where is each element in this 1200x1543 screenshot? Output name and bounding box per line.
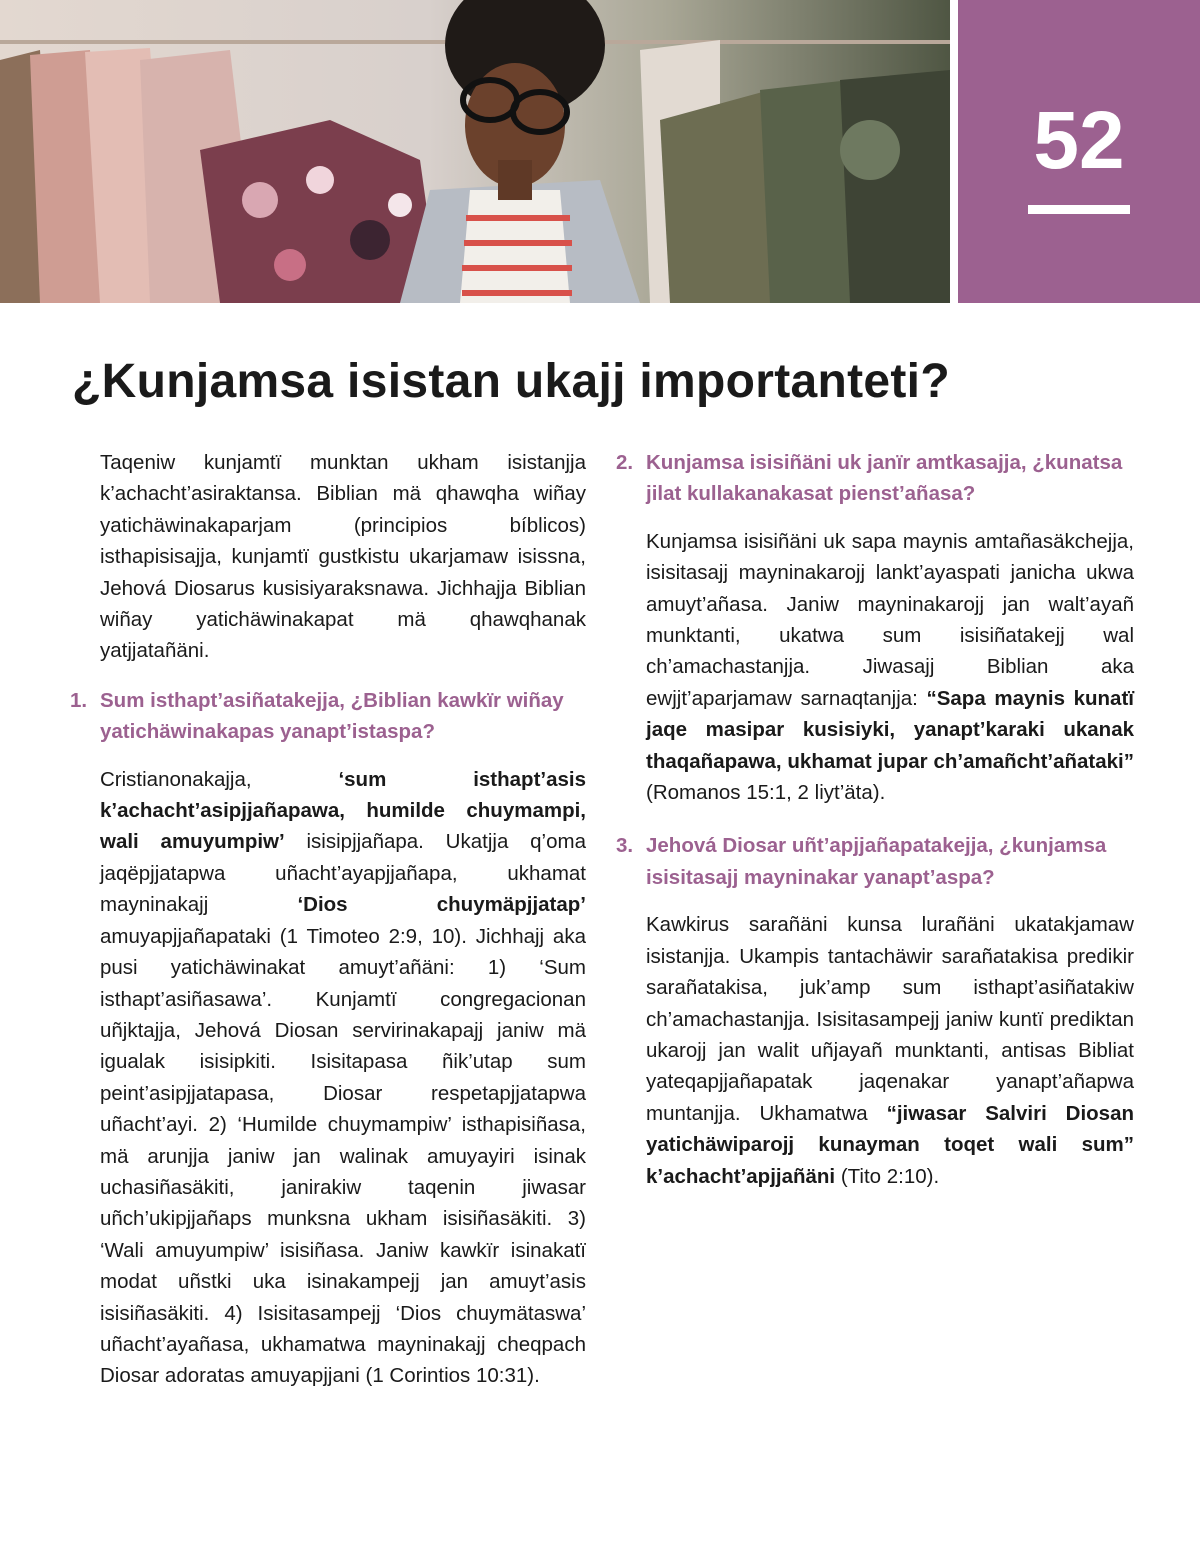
right-column bbox=[616, 447, 1134, 1192]
answer-paragraph-3: Kawkirus sarañäni kunsa lurañäni ukatakjamaw isistanjja. Ukampis tantachäwir sarañatakisa predikir sarañatakisa, juk’amp sum isthapt’asiñatakiw ch’amachastanjja. Isisitasampejj janiw kuntï prediktan ukarojj jan walit uñjayañ munktanti, antisas Bibliat yateqapjjañapatak jaqenakar yanapt’añapwa muntanjja. Ukhamatwa “jiwasar Salviri Diosan yatichäwiparojj kunayman toqet wali sum” k’achacht’apjjañäni (Tito 2:10). bbox=[646, 913, 1134, 1188]
lesson-number-underline bbox=[1028, 205, 1130, 214]
lesson-number: 52 bbox=[1033, 95, 1125, 186]
answer-paragraph-1: Cristianonakajja, ‘sum isthapt’asis k’achacht’asipjjañapawa, humilde chuymampi, wali amuyumpiw’ isisipjjañapa. Ukatjja q’oma jaqëpjjatapwa uñacht’ayapjjañapa, ukhamat mayninakajj ‘Dios chuymäpjjatap’ amuyapjjañapataki (1 Timoteo 2:9, 10). Jichhajj aka pusi yatichäwinakat amuyt’añäni: 1) ‘Sum isthapt’asiñasawa’. Kunjamtï congregacionan uñjktajja, Jehová Diosan servirinakapajj janiw mä igualak isisipkiti. Isisitapasa ñik’utap sum peint’asipjjatapasa, Diosar respetapjjatapwa uñacht’ayi. 2) ‘Humilde chuymampiw’ isthapisiñasa, mä arunjja janiw jan walinak amuyayiri isinak uchasiñasäkiti, janirakiw taqenin jiwasar uñch’ukipjjañaps munksna ukham isisiñasäkiti. 3) ‘Wali amuyumpiw’ isisiñasa. Janiw kawkïr isinakatï modat uñstki uka isinakampejj jan amuyt’asis isisiñasäkiti. 4) Isisitasampejj ‘Dios chuymätaswa’ uñacht’ayañasa, ukhamatwa mayninakajj cheqpach Diosar adoratas amuyapjjani (1 Corintios 10:31). bbox=[100, 767, 586, 1388]
left-column bbox=[70, 447, 586, 1392]
question-number-2: 2. bbox=[616, 451, 634, 474]
answer-paragraph-2: Kunjamsa isisiñäni uk sapa maynis amtañasäkchejja, isisitasajj mayninakarojj lankt’ayaspati janicha ukwa amuyt’añasa. Janiw mayninakarojj jan walt’ayañ munktanti, ukatwa sum isisiñatakejj wal ch’amachastanjja. Jiwasajj Biblian aka ewjjt’aparjamaw sarnaqtanjja: “Sapa maynis kunatï jaqe masipar kusisiyki, yanapt’karaki ukanak thaqañapawa, ukhamat jupar ch’amañcht’añataki” (Romanos 15:1, 2 liyt’äta). bbox=[646, 529, 1134, 805]
question-text-1: Sum isthapt’asiñatakejja, ¿Biblian kawkïr wiñay yatichäwinakapas yanapt’istaspa? bbox=[100, 688, 564, 744]
question-heading-1 bbox=[70, 685, 586, 748]
question-heading-3 bbox=[616, 830, 1134, 893]
intro-paragraph: Taqeniw kunjamtï munktan ukham isistanjja k’achacht’asiraktansa. Biblian mä qhawqha wiñay yatichäwinakaparjam (principios bíblicos) isthapisisajja, kunjamtï gustkistu ukarjamaw isissna, Jehová Diosarus kusisiyaraksnawa. Jichhajja Biblian wiñay yatichäwinakapat mä qhawqhanak yatjjatañäni. bbox=[100, 451, 586, 663]
question-text-3: Jehová Diosar uñt’apjjañapatakejja, ¿kunjamsa isisitasajj mayninakar yanapt’aspa? bbox=[646, 834, 1107, 889]
question-number-3: 3. bbox=[616, 834, 634, 858]
woman-shopping-clothes-illustration bbox=[0, 0, 950, 303]
page-title: ¿Kunjamsa isistan ukajj importanteti? bbox=[72, 355, 950, 408]
question-text-2: Kunjamsa isisiñäni uk janïr amtkasajja, ¿kunatsa jilat kullakanakasat pienst’añasa? bbox=[646, 451, 1123, 506]
lesson-number-box bbox=[958, 0, 1200, 303]
hero-photo bbox=[0, 0, 950, 303]
question-number-1: 1. bbox=[70, 688, 88, 712]
question-heading-2 bbox=[616, 447, 1134, 510]
